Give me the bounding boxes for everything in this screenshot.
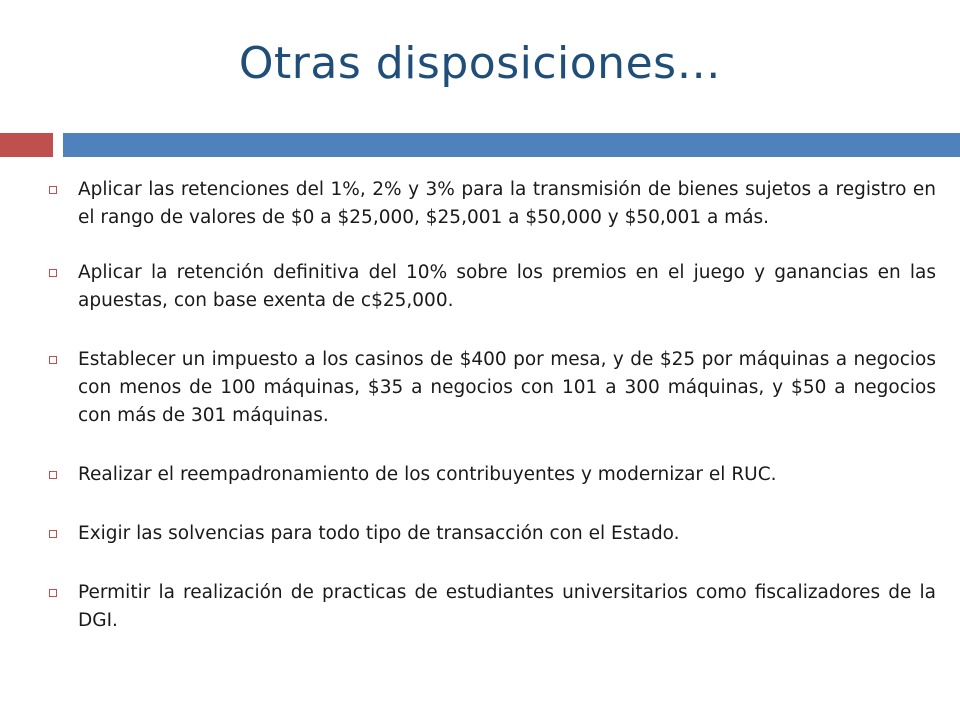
bullet-item [46, 579, 936, 635]
bullet-list [46, 176, 936, 635]
bullet-item [46, 346, 936, 430]
hollow-square-icon [49, 530, 57, 538]
bullet-text: Exigir las solvencias para todo tipo de transacción con el Estado. [78, 523, 680, 544]
bullet-text: Aplicar las retenciones del 1%, 2% y 3% para la transmisión de bienes sujetos a registro en el rango de valores de $0 a $25,000, $25,001 a $50,000 y $50,001 a más. [78, 179, 936, 228]
slide-title: Otras disposiciones… [238, 38, 722, 89]
bullet-text: Permitir la realización de practicas de estudiantes universitarios como fiscalizadores de la DGI. [78, 582, 936, 631]
hollow-square-icon [49, 269, 57, 277]
bullet-item [46, 259, 936, 315]
bullet-item [46, 520, 936, 548]
bullet-item [46, 461, 936, 489]
bullet-item [46, 176, 936, 232]
bullet-text: Aplicar la retención definitiva del 10% sobre los premios en el juego y ganancias en las apuestas, con base exenta de c$25,000. [78, 262, 936, 311]
accent-bar-blue [63, 133, 960, 157]
hollow-square-icon [49, 186, 57, 194]
hollow-square-icon [49, 356, 57, 364]
bullet-text: Realizar el reempadronamiento de los contribuyentes y modernizar el RUC. [78, 464, 777, 485]
hollow-square-icon [49, 589, 57, 597]
hollow-square-icon [49, 471, 57, 479]
bullet-text: Establecer un impuesto a los casinos de $400 por mesa, y de $25 por máquinas a negocios con menos de 100 máquinas, $35 a negocios con 101 a 300 máquinas, y $50 a negocios con más de 301 máquinas. [78, 349, 936, 426]
accent-bar-red [0, 133, 53, 157]
